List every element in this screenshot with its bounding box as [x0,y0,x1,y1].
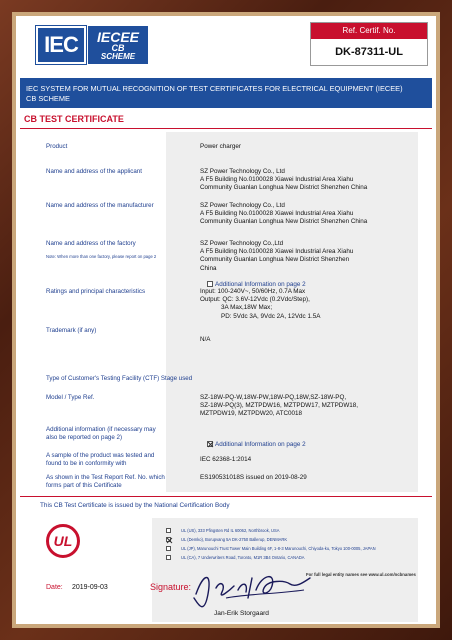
lab-jp-text: UL (JP), Marunouchi Trust Tower Main Building 6F, 1-8-3 Marunouchi, Chiyoda-ku, Tokyo 100-0005, JAPAN [181,546,376,551]
model-value: SZ-18W-PQ-W,18W-PW,18W-PQ,18W,SZ-18W-PQ, SZ-18W-PQ(3), MZTPDW16, MZTPDW17, MZTPDW18, MZTPDW19, MZTPDW20, ATC0018 [200,394,359,418]
lab-demko-checkbox [166,537,171,542]
certificate-paper [16,16,436,624]
ctf-label: Type of Customer's Testing Facility (CTF) Stage used [46,375,193,382]
product-value: Power charger [200,143,241,150]
reference-box [310,22,428,66]
cb-logo-line3: SCHEME [100,51,136,61]
lab-jp-checkbox [166,546,171,551]
additional-info-value [200,433,410,458]
manufacturer-label: Name and address of the manufacturer [46,202,154,209]
report-label: As shown in the Test Report Ref. No. which forms part of this Certificate [46,474,165,489]
sample-label: A sample of the product was tested and found to be in conformity with [46,452,155,467]
iecee-cb-logo [88,26,148,64]
signature-label: Signature: [150,582,192,592]
ratings-label: Ratings and principal characteristics [46,288,146,295]
iec-logo: IEC [36,26,86,64]
applicant-label: Name and address of the applicant [46,168,142,175]
signer-name: Jan-Erik Storgaard [214,610,269,617]
applicant-value: SZ Power Technology Co., Ltd A F5 Building No.0100028 Xiawei Industrial Area Xiahu Community Guanlan Longhua New District Shenzhen China [200,168,368,192]
lab-entry-us [166,528,279,533]
factory-value: SZ Power Technology Co.,Ltd A F5 Building No.0100028 Xiawei Industrial Area Xiahu Community Guanlan Longhua New District Shenzhen China [200,240,354,272]
lab-ca-text: UL (CA), 7 Underwriters Road, Toronto, M1R 3B4 Ontario, CANADA [181,555,305,560]
factory-note: Note: When more than one factory, please report on page 2 [46,254,157,259]
lab-demko-text: UL (Demko), Borupvang 5A DK-2750 Ballerup, DENMARK [181,537,288,542]
cb-logo-line2: CB [111,42,125,53]
additional-info-text: Additional Information on page 2 [215,441,306,449]
cb-logo-line1: IECEE [96,28,139,45]
ratings-value: Input: 100-240V~, 50/60Hz, 0.7A Max Output: QC: 3.6V-12Vdc (0.2Vdc/Step), 3A Max,18W Max; PD: 5Vdc 3A, 9Vdc 2A, 12Vdc 1.5A [200,288,321,320]
iecee-banner [20,78,432,108]
lab-entry-ca [166,555,305,560]
issued-by-text: This CB Test Certificate is issued by the National Certification Body [40,502,230,509]
full-list-note: For full legal entity names see www.ul.com/ncbnames [306,572,416,577]
lab-ca-checkbox [166,555,171,560]
trademark-label: Trademark (if any) [46,327,97,334]
factory-additional-checkbox [207,281,213,287]
manufacturer-value: SZ Power Technology Co., Ltd A F5 Building No.0100028 Xiawei Industrial Area Xiahu Community Guanlan Longhua New District Shenzhen China [200,202,368,226]
lab-entry-jp [166,546,376,551]
factory-label: Name and address of the factory [46,240,136,247]
banner-line2: CB SCHEME [26,93,70,103]
certificate-title: CB TEST CERTIFICATE [24,114,124,124]
ul-logo: UL [46,524,80,558]
additional-info-label: Additional information (if necessary may also be reported on page 2) [46,426,156,441]
additional-info-checkbox [207,441,213,447]
ref-number: DK-87311-UL [335,46,403,58]
lab-us-text: UL (US), 333 Pfingsten Rd IL 60062, Northbrook, USA [181,528,280,533]
banner-line1: IEC SYSTEM FOR MUTUAL RECOGNITION OF TEST CERTIFICATES FOR ELECTRICAL EQUIPMENT (IECEE) [26,84,403,93]
model-label: Model / Type Ref. [46,394,95,401]
handwritten-signature [186,564,326,610]
lab-entry-demko [166,537,287,542]
title-divider [20,128,432,129]
sample-value: IEC 62368-1:2014 [200,456,252,463]
date-value: 2019-09-03 [72,584,108,591]
factory-additional-text: Additional Information on page 2 [215,281,306,289]
product-label: Product [46,143,68,150]
ref-label: Ref. Certif. No. [311,23,427,39]
date-label: Date: [46,584,63,591]
trademark-value: N/A [200,336,211,343]
report-value: ES190531018S issued on 2019-08-29 [200,474,307,481]
issued-divider [20,496,432,497]
lab-us-checkbox [166,528,171,533]
